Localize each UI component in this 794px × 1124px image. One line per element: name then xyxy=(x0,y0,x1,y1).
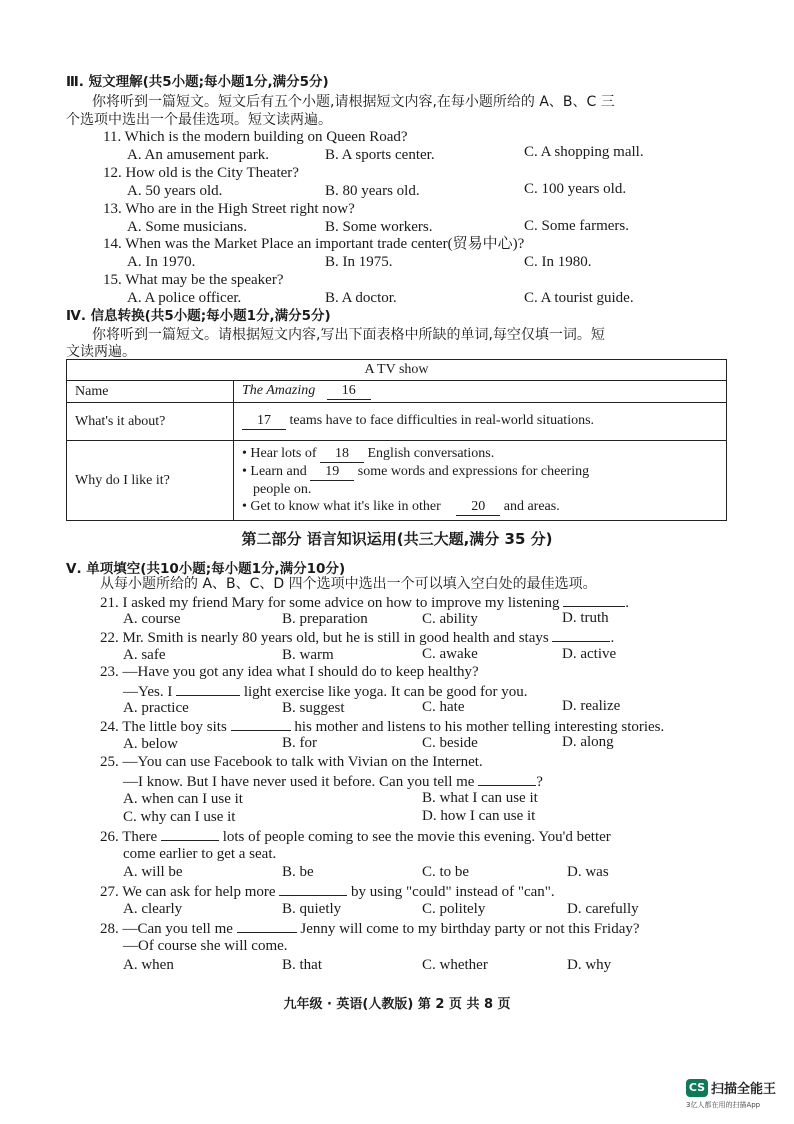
question-28 xyxy=(100,918,640,938)
q26-option-c: C. to be xyxy=(422,864,470,880)
q11-option-c: C. A shopping mall. xyxy=(524,144,644,160)
q24-option-b: B. for xyxy=(282,735,317,751)
watermark-subtitle: 3亿人都在用的扫描App xyxy=(686,1101,761,1109)
bullet-learn-pre: • Learn and xyxy=(242,464,307,479)
q12-option-c: C. 100 years old. xyxy=(524,181,627,197)
q22-stem: 22. Mr. Smith is nearly 80 years old, but he is still in good health and stays xyxy=(100,630,549,646)
scanner-watermark xyxy=(686,1078,777,1109)
tv-row-why-value xyxy=(234,441,727,521)
q22-option-d: D. active xyxy=(562,646,617,662)
q22-option-a: A. safe xyxy=(123,647,166,663)
q27-option-b: B. quietly xyxy=(282,901,342,917)
q25-option-a: A. when can I use it xyxy=(123,791,243,807)
tv-row-why-label: Why do I like it? xyxy=(67,441,234,521)
q27-stem: 27. We can ask for help more xyxy=(100,884,276,900)
part2-heading: 第二部分 语言知识运用(共三大题,满分 35 分) xyxy=(241,530,553,548)
q22-end: . xyxy=(610,630,615,646)
bullet-hear-pre: • Hear lots of xyxy=(242,446,317,461)
tv-row-name-label: Name xyxy=(67,381,234,403)
blank-19: 19 xyxy=(310,463,354,481)
question-28-line-2: —Of course she will come. xyxy=(123,938,288,954)
question-25: 25. —You can use Facebook to talk with Vivian on the Internet. xyxy=(100,754,483,770)
question-23: 23. —Have you got any idea what I should do to keep healthy? xyxy=(100,664,479,680)
bullet-know-pre: • Get to know what it's like in other xyxy=(242,499,441,514)
q27-option-d: D. carefully xyxy=(567,901,639,917)
q24-blank xyxy=(231,716,291,731)
q28-option-a: A. when xyxy=(123,957,174,973)
section5-heading: Ⅴ. 单项填空(共10小题;每小题1分,满分10分) xyxy=(66,561,346,577)
q21-option-b: B. preparation xyxy=(282,611,368,627)
question-15: 15. What may be the speaker? xyxy=(103,272,284,288)
tv-row-name-value xyxy=(234,381,727,403)
q11-option-a: A. An amusement park. xyxy=(127,147,270,163)
q28-option-d: D. why xyxy=(567,957,612,973)
q25-blank xyxy=(478,771,536,786)
q21-end: . xyxy=(625,595,629,611)
q27-stem-end: by using "could" instead of "can". xyxy=(351,884,555,900)
q12-option-b: B. 80 years old. xyxy=(325,183,420,199)
q28-stem-end: Jenny will come to my birthday party or not this Friday? xyxy=(300,921,640,937)
q24-option-a: A. below xyxy=(123,736,178,752)
q25-option-d: D. how I can use it xyxy=(422,808,536,824)
q25-option-b: B. what I can use it xyxy=(422,790,538,806)
q27-blank xyxy=(279,881,347,896)
q14-option-a: A. In 1970. xyxy=(127,254,196,270)
q23-blank xyxy=(176,681,240,696)
q23-option-b: B. suggest xyxy=(282,700,345,716)
question-12: 12. How old is the City Theater? xyxy=(103,165,299,181)
q27-option-c: C. politely xyxy=(422,901,486,917)
q21-option-c: C. ability xyxy=(422,611,478,627)
q25-option-c: C. why can I use it xyxy=(123,809,236,825)
section4-heading: Ⅳ. 信息转换(共5小题;每小题1分,满分5分) xyxy=(66,308,331,324)
q28-stem: 28. —Can you tell me xyxy=(100,921,233,937)
q13-option-b: B. Some workers. xyxy=(325,219,433,235)
q28-option-b: B. that xyxy=(282,957,322,973)
q22-blank xyxy=(552,627,610,642)
q26-option-d: D. was xyxy=(567,864,609,880)
q26-blank xyxy=(161,826,219,841)
q21-stem: 21. I asked my friend Mary for some advice on how to improve my listening xyxy=(100,595,560,611)
tv-row-about-label: What's it about? xyxy=(67,403,234,441)
bullet-hear-post: English conversations. xyxy=(367,446,495,461)
q15-option-a: A. A police officer. xyxy=(127,290,242,306)
tv-row-about-value xyxy=(234,403,727,441)
q22-option-c: C. awake xyxy=(422,646,478,662)
question-27 xyxy=(100,881,555,901)
question-21 xyxy=(100,592,629,612)
q21-blank xyxy=(563,592,625,607)
bullet-learn-cont: people on. xyxy=(253,482,312,497)
q26-stem-end: lots of people coming to see the movie this evening. You'd better xyxy=(222,829,611,845)
tv-table-title: A TV show xyxy=(67,360,727,381)
section3-heading: Ⅲ. 短文理解(共5小题;每小题1分,满分5分) xyxy=(66,74,329,90)
question-13: 13. Who are in the High Street right now? xyxy=(103,201,355,217)
section5-instruction: 从每小题所给的 A、B、C、D 四个选项中选出一个可以填入空白处的最佳选项。 xyxy=(100,576,597,592)
tv-show-table xyxy=(66,359,727,521)
q26-option-b: B. be xyxy=(282,864,314,880)
q23-option-d: D. realize xyxy=(562,698,621,714)
q21-option-a: A. course xyxy=(123,611,181,627)
q22-option-b: B. warm xyxy=(282,647,334,663)
q24-stem: 24. The little boy sits xyxy=(100,719,227,735)
blank-20: 20 xyxy=(456,498,500,516)
watermark-name: 扫描全能王 xyxy=(711,1082,777,1097)
bullet-learn xyxy=(242,463,718,481)
q23-reply-end: light exercise like yoga. It can be good for you. xyxy=(243,684,528,700)
blank-18: 18 xyxy=(320,445,364,463)
q12-option-a: A. 50 years old. xyxy=(127,183,223,199)
q14-option-b: B. In 1975. xyxy=(325,254,393,270)
page-footer: 九年级 · 英语(人教版) 第 2 页 共 8 页 xyxy=(283,997,511,1012)
q26-stem: 26. There xyxy=(100,829,158,845)
q23-option-a: A. practice xyxy=(123,700,189,716)
bullet-know xyxy=(242,498,718,516)
camscanner-logo-icon: CS xyxy=(686,1079,708,1097)
q25-reply-start: —I know. But I have never used it before. Can you tell me xyxy=(123,774,475,790)
q28-blank xyxy=(237,918,297,933)
q23-option-c: C. hate xyxy=(422,699,465,715)
section3-instruction-2: 个选项中选出一个最佳选项。短文读两遍。 xyxy=(66,112,332,128)
q24-stem-end: his mother and listens to his mother telling interesting stories. xyxy=(294,719,665,735)
question-22 xyxy=(100,627,614,647)
question-26-line-2: come earlier to get a seat. xyxy=(123,846,277,862)
q21-option-d: D. truth xyxy=(562,610,609,626)
q14-option-c: C. In 1980. xyxy=(524,254,592,270)
q24-option-c: C. beside xyxy=(422,735,478,751)
bullet-learn-post: some words and expressions for cheering xyxy=(357,464,590,479)
q11-option-b: B. A sports center. xyxy=(325,147,435,163)
section4-instruction-1: 你将听到一篇短文。请根据短文内容,写出下面表格中所缺的单词,每空仅填一词。短 xyxy=(92,327,605,343)
question-14: 14. When was the Market Place an important trade center(贸易中心)? xyxy=(103,236,525,252)
question-23-line-2 xyxy=(123,681,528,701)
q24-option-d: D. along xyxy=(562,734,614,750)
blank-17: 17 xyxy=(242,413,286,430)
question-11: 11. Which is the modern building on Queen Road? xyxy=(103,129,408,145)
q13-option-c: C. Some farmers. xyxy=(524,218,629,234)
q13-option-a: A. Some musicians. xyxy=(127,219,247,235)
show-name-text: The Amazing xyxy=(242,383,316,398)
q26-option-a: A. will be xyxy=(123,864,183,880)
q15-option-b: B. A doctor. xyxy=(325,290,397,306)
blank-16: 16 xyxy=(327,383,371,400)
q23-reply-start: —Yes. I xyxy=(123,684,173,700)
bullet-know-post: and areas. xyxy=(503,499,560,514)
q27-option-a: A. clearly xyxy=(123,901,183,917)
question-26 xyxy=(100,826,611,846)
q15-option-c: C. A tourist guide. xyxy=(524,290,634,306)
teams-text: teams have to face difficulties in real-world situations. xyxy=(289,413,595,428)
section3-instruction-1: 你将听到一篇短文。短文后有五个小题,请根据短文内容,在每小题所给的 A、B、C 三 xyxy=(92,94,615,110)
section4-instruction-2: 文读两遍。 xyxy=(66,344,136,360)
bullet-hear xyxy=(242,445,718,463)
q25-reply-end: ? xyxy=(536,774,543,790)
question-25-line-2 xyxy=(123,771,543,791)
q28-option-c: C. whether xyxy=(422,957,488,973)
